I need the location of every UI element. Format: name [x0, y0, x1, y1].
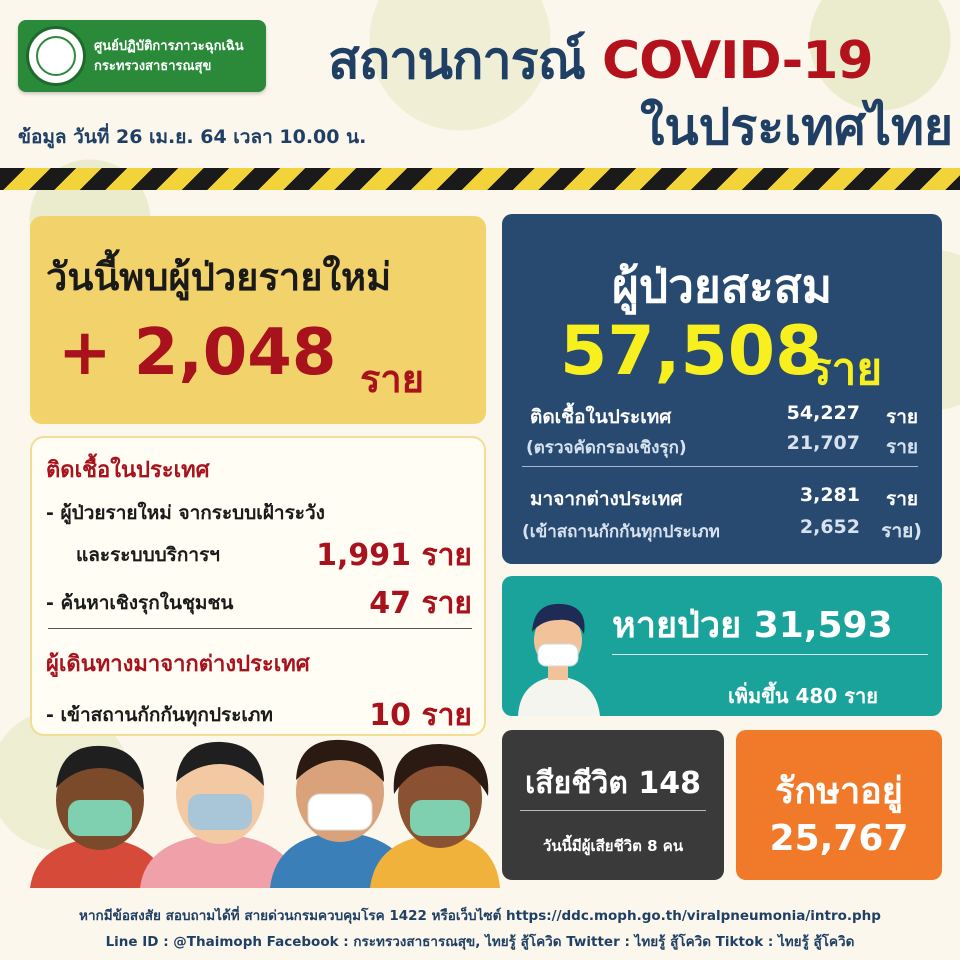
abroad-heading: ผู้เดินทางมาจากต่างประเทศ — [46, 652, 310, 677]
cumulative-unit: ราย — [808, 344, 883, 395]
cum-domestic-unit: ราย — [885, 406, 918, 428]
cum-domestic-value: 54,227 — [786, 402, 860, 424]
service-line: และระบบบริการฯ — [76, 544, 220, 566]
recovered-person-illustration — [510, 588, 606, 716]
recovered-title: หายป่วย 31,593 — [612, 605, 893, 646]
masked-people-illustration — [30, 738, 500, 888]
cum-proactive-value: 21,707 — [786, 432, 860, 454]
org-name-line2: กระทรวงสาธารณสุข — [94, 59, 212, 74]
data-date: ข้อมูล วันที่ 26 เม.ย. 64 เวลา 10.00 น. — [18, 126, 367, 148]
cum-proactive-label: (ตรวจคัดกรองเชิงรุก) — [526, 438, 687, 458]
new-cases-value: + 2,048 — [58, 316, 337, 390]
cum-abroad-unit: ราย — [885, 488, 918, 510]
cum-quarantine-unit: ราย) — [881, 520, 922, 542]
cum-quarantine-value: 2,652 — [799, 516, 860, 538]
domestic-heading: ติดเชื้อในประเทศ — [46, 458, 210, 483]
hazard-stripe — [0, 168, 960, 190]
title-covid: COVID-19 — [601, 31, 873, 91]
community-value: 47 ราย — [369, 586, 472, 621]
cum-abroad-value: 3,281 — [799, 484, 860, 506]
cum-abroad-label: มาจากต่างประเทศ — [530, 488, 683, 510]
recovered-increase: เพิ่มขึ้น 480 ราย — [728, 684, 878, 708]
cumulative-divider — [522, 466, 918, 467]
footer-social: Line ID : @Thaimoph Facebook : กระทรวงสาธารณสุข, ไทยรู้ สู้โควิด Twitter : ไทยรู้ สู้โควิด Tiktok : ไทยรู้ สู้โควิด — [105, 934, 855, 950]
moph-logo-banner — [18, 20, 266, 92]
deaths-divider — [520, 810, 706, 811]
treating-title: รักษาอยู่ — [775, 771, 903, 812]
footer-hotline: หากมีข้อสงสัย สอบถามได้ที่ สายด่วนกรมควบคุมโรค 1422 หรือเว็บไซต์ https://ddc.moph.go.th/viralpneumonia/intro.php — [79, 908, 881, 924]
quarantine-value: 10 ราย — [369, 698, 472, 733]
new-cases-title: วันนี้พบผู้ป่วยรายใหม่ — [46, 255, 392, 299]
deaths-title: เสียชีวิต 148 — [525, 766, 701, 801]
surveillance-line: - ผู้ป่วยรายใหม่ จากระบบเฝ้าระวัง — [46, 502, 325, 524]
title-prefix: สถานการณ์ — [328, 31, 602, 91]
cumulative-value: 57,508 — [560, 312, 823, 391]
new-cases-unit: ราย — [360, 357, 425, 401]
ministry-seal-icon — [26, 26, 86, 86]
cum-proactive-unit: ราย — [885, 436, 918, 458]
deaths-today: วันนี้มีผู้เสียชีวิต 8 คน — [542, 837, 684, 855]
cum-quarantine-label: (เข้าสถานกักกันทุกประเภท — [522, 522, 720, 542]
treating-value: 25,767 — [769, 818, 909, 859]
cumulative-title: ผู้ป่วยสะสม — [611, 259, 833, 313]
org-name-line1: ศูนย์ปฏิบัติการภาวะฉุกเฉิน — [94, 39, 244, 54]
page-subtitle: ในประเทศไทย — [640, 98, 954, 156]
surveillance-value: 1,991 ราย — [316, 538, 472, 573]
recovered-divider — [612, 654, 928, 655]
breakdown-divider — [48, 628, 472, 629]
quarantine-line: - เข้าสถานกักกันทุกประเภท — [46, 704, 273, 726]
cum-domestic-label: ติดเชื้อในประเทศ — [530, 406, 672, 428]
community-line: - ค้นหาเชิงรุกในชุมชน — [46, 592, 234, 614]
